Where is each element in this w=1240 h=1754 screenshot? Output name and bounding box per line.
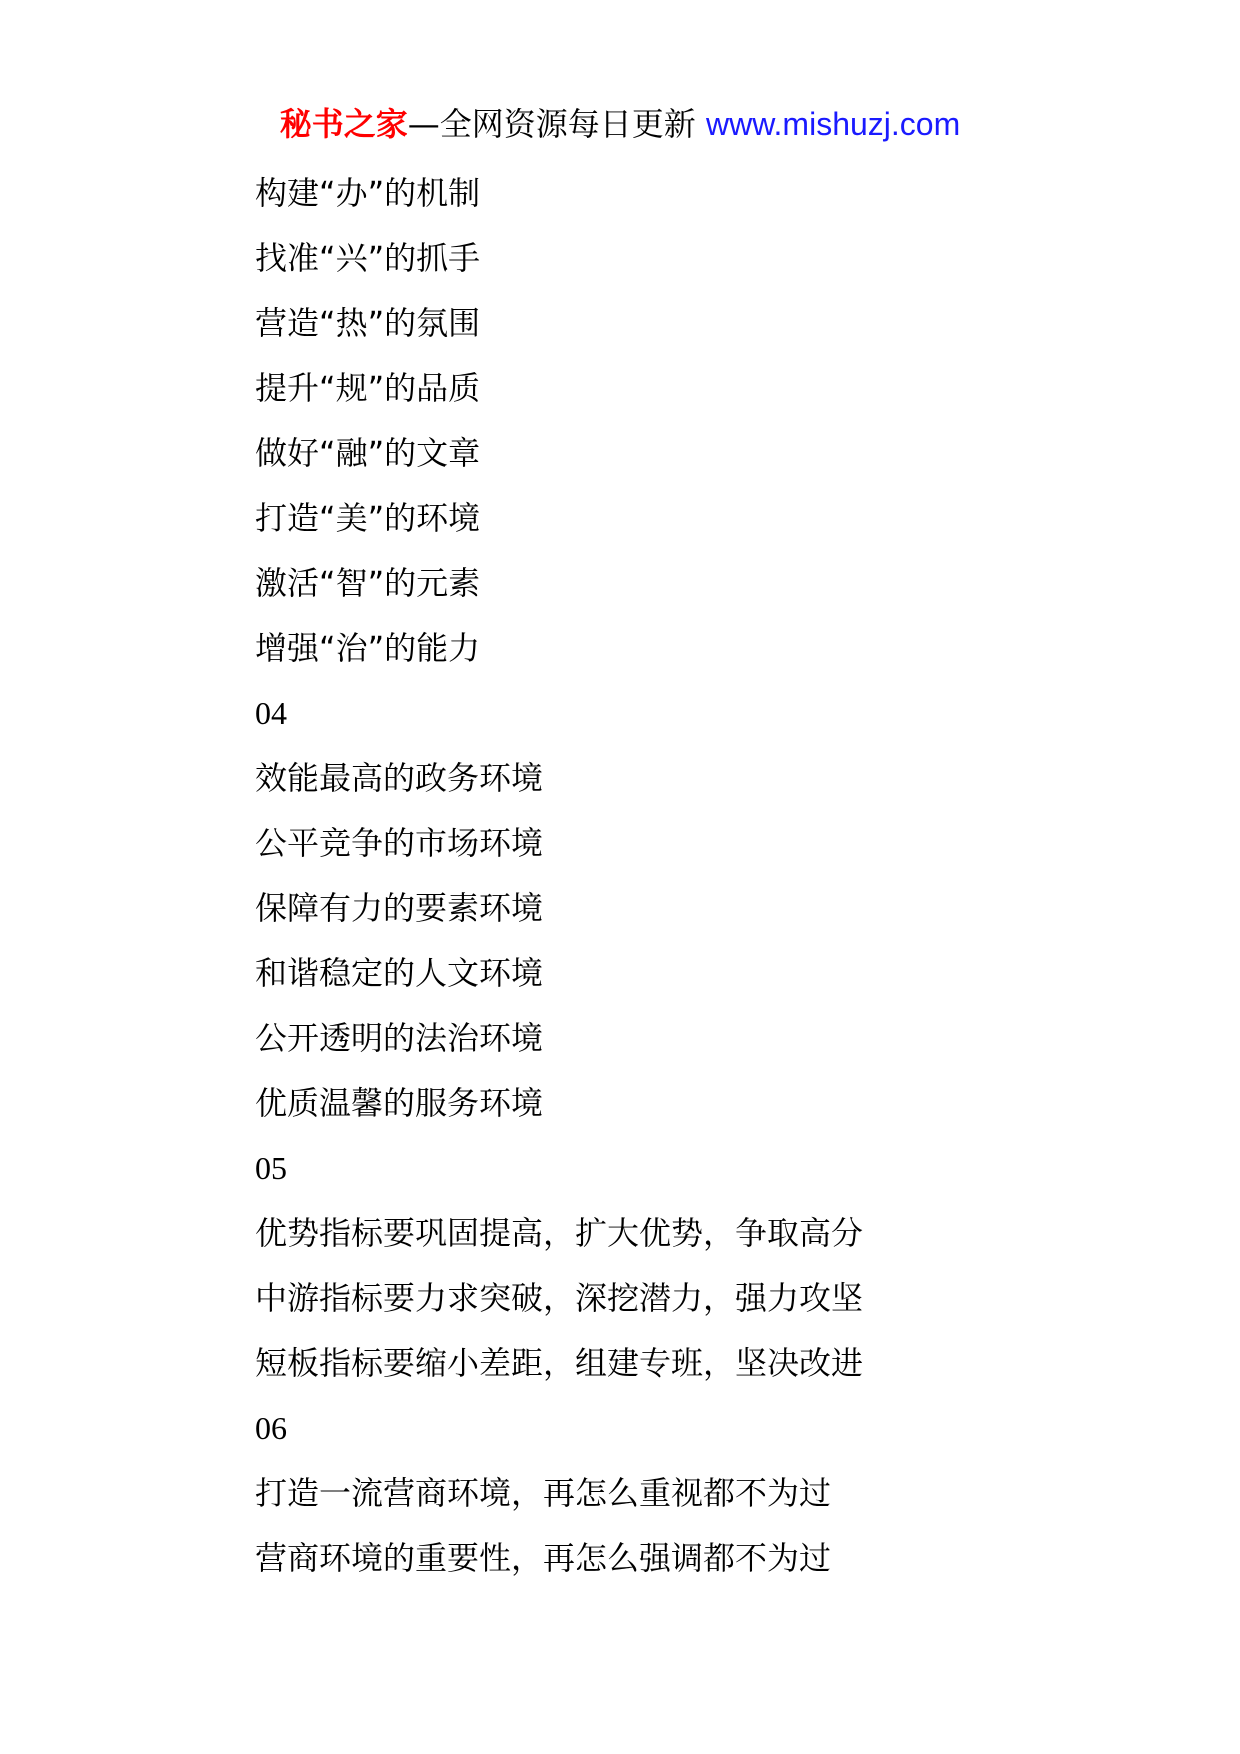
text-line: 提升“规”的品质 (255, 369, 481, 407)
text-line: 短板指标要缩小差距，组建专班，坚决改进 (255, 1344, 864, 1382)
text-line: 公开透明的法治环境 (255, 1019, 544, 1057)
text-line: 和谐稳定的人文环境 (255, 954, 544, 992)
section-number: 04 (255, 695, 287, 731)
text-line: 打造“美”的环境 (255, 499, 481, 537)
document-body (255, 161, 1155, 1591)
text-line: 营商环境的重要性，再怎么强调都不为过 (255, 1539, 832, 1577)
text-line: 找准“兴”的抓手 (255, 239, 481, 277)
text-line: 效能最高的政务环境 (255, 759, 544, 797)
text-line: 优质温馨的服务环境 (255, 1084, 544, 1122)
site-link[interactable]: www.mishuzj.com (705, 106, 961, 142)
page-header (0, 100, 1240, 148)
text-line: 激活“智”的元素 (255, 564, 481, 602)
text-line: 构建“办”的机制 (255, 174, 481, 212)
text-line: 做好“融”的文章 (255, 434, 481, 472)
text-line: 营造“热”的氛围 (255, 304, 481, 342)
section-number: 06 (255, 1410, 287, 1446)
section-number: 05 (255, 1150, 287, 1186)
text-line: 增强“治”的能力 (255, 629, 481, 667)
text-line: 优势指标要巩固提高，扩大优势，争取高分 (255, 1214, 864, 1252)
text-line: 中游指标要力求突破，深挖潜力，强力攻坚 (255, 1279, 864, 1317)
brand-name: 秘书之家 (279, 105, 408, 143)
header-tagline: —全网资源每日更新 (407, 105, 696, 143)
text-line: 公平竞争的市场环境 (255, 824, 544, 862)
text-line: 保障有力的要素环境 (255, 889, 544, 927)
text-line: 打造一流营商环境，再怎么重视都不为过 (255, 1474, 832, 1512)
